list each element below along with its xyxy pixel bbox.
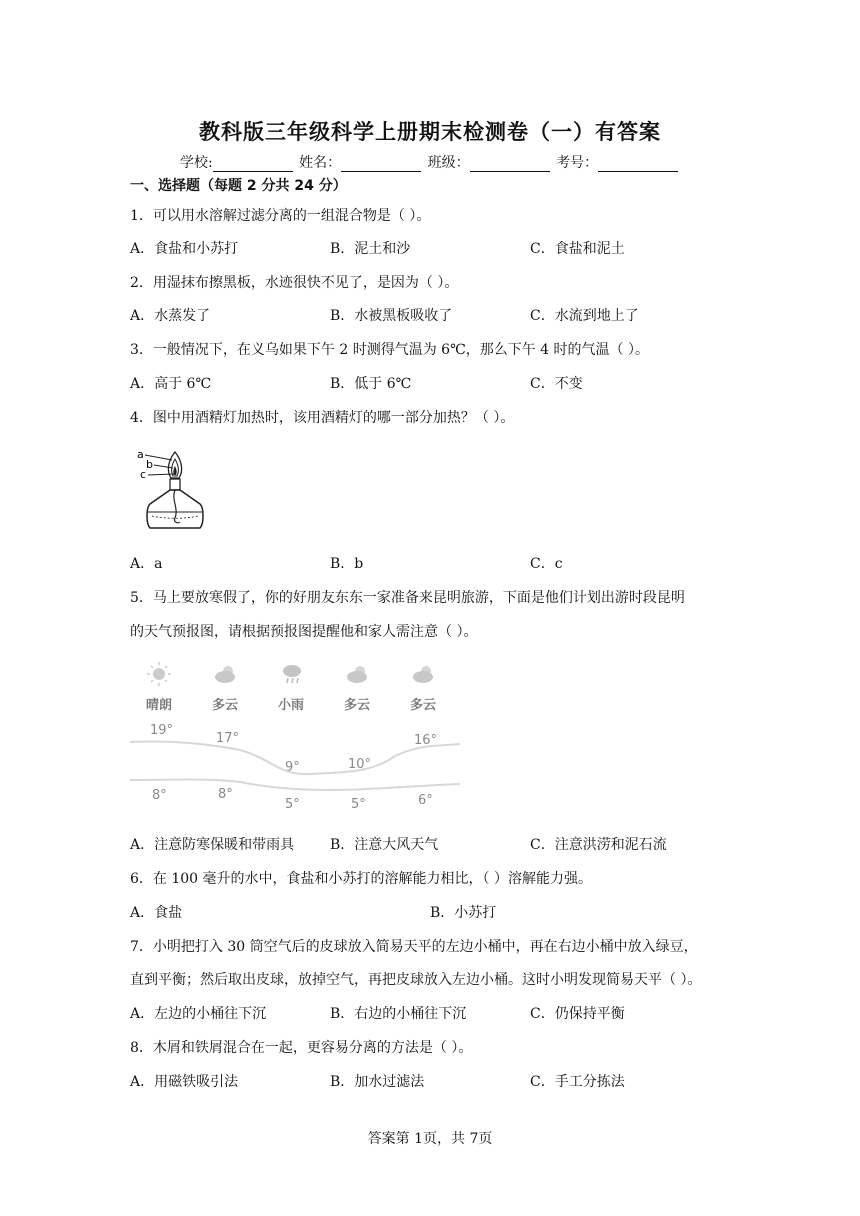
forecast-condition-5: 多云 (410, 698, 437, 713)
question-3-stem: 3．一般情况下，在义乌如果下午 2 时测得气温为 6℃，那么下午 4 时的气温（ ）。 (130, 342, 649, 358)
question-1-option-b: B．泥土和沙 (330, 241, 411, 257)
section-heading: 一、选择题（每题 2 分共 24 分） (130, 178, 347, 194)
question-2-option-b: B．水被黑板吸收了 (330, 308, 453, 324)
question-2-option-c: C．水流到地上了 (530, 308, 639, 324)
class-blank (470, 157, 550, 172)
weather-forecast-figure (130, 658, 460, 818)
forecast-low-3: 5° (285, 797, 300, 812)
question-5-option-a: A．注意防寒保暖和带雨具 (130, 837, 295, 853)
question-4-option-b: B．b (330, 556, 364, 572)
partly-cloudy-icon (215, 666, 235, 683)
school-blank (213, 157, 293, 172)
question-1-stem: 1．可以用水溶解过滤分离的一组混合物是（ ）。 (130, 208, 431, 224)
question-2-option-a: A．水蒸发了 (130, 308, 211, 324)
forecast-high-4: 10° (348, 757, 372, 772)
forecast-high-3: 9° (285, 760, 300, 775)
question-6-stem: 6．在 100 毫升的水中，食盐和小苏打的溶解能力相比，（ ）溶解能力强。 (130, 871, 592, 887)
question-7-stem-line1: 7．小明把打入 30 筒空气后的皮球放入简易天平的左边小桶中，再在右边小桶中放入绿豆， (130, 939, 698, 955)
school-label: 学校: (180, 155, 213, 171)
flame-label-c: c (140, 468, 147, 481)
question-8-option-a: A．用磁铁吸引法 (130, 1074, 239, 1090)
student-info-line (180, 152, 680, 172)
question-7-option-a: A．左边的小桶往下沉 (130, 1006, 267, 1022)
flame-label-b: b (146, 458, 153, 471)
question-3-option-a: A．高于 6℃ (130, 376, 212, 392)
question-3-option-b: B．低于 6℃ (330, 376, 412, 392)
partly-cloudy-icon (347, 666, 367, 683)
sun-icon (147, 662, 171, 686)
question-5-option-c: C．注意洪涝和泥石流 (530, 837, 667, 853)
forecast-condition-3: 小雨 (278, 698, 305, 713)
flame-label-a: a (137, 448, 144, 461)
exam-no-blank (598, 157, 678, 172)
forecast-low-2: 8° (218, 787, 233, 802)
forecast-condition-4: 多云 (344, 698, 371, 713)
name-label: 姓名： (299, 155, 342, 171)
rain-cloud-icon (283, 665, 301, 683)
question-4-option-c: C．c (530, 556, 563, 572)
question-1-option-a: A．食盐和小苏打 (130, 241, 239, 257)
name-blank (341, 157, 421, 172)
question-4-stem: 4．图中用酒精灯加热时，该用酒精灯的哪一部分加热？（ ）。 (130, 410, 515, 426)
partly-cloudy-icon (413, 666, 433, 683)
forecast-condition-1: 晴朗 (146, 698, 173, 713)
forecast-high-1: 19° (150, 723, 174, 738)
forecast-condition-2: 多云 (212, 698, 239, 713)
question-1-option-c: C．食盐和泥土 (530, 241, 625, 257)
question-3-option-c: C．不变 (530, 376, 583, 392)
forecast-low-4: 5° (351, 797, 366, 812)
forecast-high-2: 17° (216, 731, 240, 746)
forecast-low-1: 8° (152, 788, 167, 803)
page-title: 教科版三年级科学上册期末检测卷（一）有答案 (199, 120, 661, 144)
question-4-option-a: A．a (130, 556, 163, 572)
question-2-stem: 2．用湿抹布擦黑板，水迹很快不见了，是因为（ ）。 (130, 275, 459, 291)
question-6-option-a: A．食盐 (130, 905, 183, 921)
question-8-option-c: C．手工分拣法 (530, 1074, 625, 1090)
question-5-option-b: B．注意大风天气 (330, 837, 439, 853)
forecast-low-5: 6° (418, 793, 433, 808)
question-7-stem-line2: 直到平衡；然后取出皮球，放掉空气，再把皮球放入左边小桶。这时小明发现简易天平（ ）。 (130, 972, 702, 988)
question-5-stem-line2: 的天气预报图，请根据预报图提醒他和家人需注意（ ）。 (130, 624, 478, 640)
question-7-option-b: B．右边的小桶往下沉 (330, 1006, 467, 1022)
class-label: 班级： (427, 155, 470, 171)
alcohol-lamp-figure (134, 446, 206, 534)
forecast-high-5: 16° (414, 733, 438, 748)
question-6-option-b: B．小苏打 (430, 905, 497, 921)
question-7-option-c: C．仍保持平衡 (530, 1006, 625, 1022)
exam-no-label: 考号： (556, 155, 599, 171)
question-5-stem-line1: 5．马上要放寒假了，你的好朋友东东一家准备来昆明旅游，下面是他们计划出游时段昆明 (130, 590, 685, 606)
page-footer: 答案第 1页，共 7页 (367, 1131, 493, 1147)
question-8-option-b: B．加水过滤法 (330, 1074, 425, 1090)
question-8-stem: 8．木屑和铁屑混合在一起，更容易分离的方法是（ ）。 (130, 1040, 473, 1056)
